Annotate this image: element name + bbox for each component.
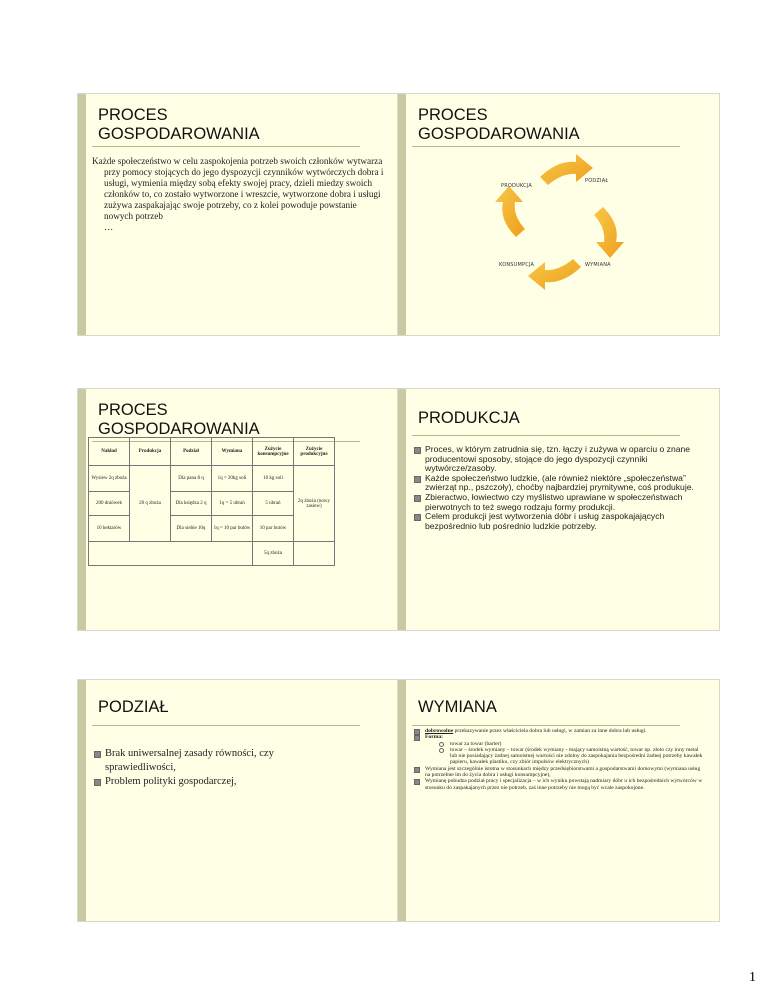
slide-title: PODZIAŁ	[98, 698, 169, 716]
slide-proces-gospodarowania-3	[77, 388, 400, 631]
table-cell: 5q zboża	[253, 542, 294, 566]
bullet-text: Brak uniwersalnej zasady równości, czy sprawiedliwości,	[105, 748, 274, 773]
bullet-square-icon	[414, 447, 421, 454]
table-header: Podział	[171, 438, 212, 466]
bullet-square-icon	[414, 735, 420, 741]
bullet-square-icon	[414, 476, 421, 483]
cycle-label-wymiana: WYMIANA	[585, 262, 611, 268]
slide-title: PRODUKCJA	[418, 409, 520, 427]
bullet-text: Wymiana jest szczególnie istotna w stosunkach między przedsiębiorstwami a gospodarstwami domowymi (wymiana usług na potrzebne im do życia dobra i usługi konsumpcyjne),	[425, 765, 701, 779]
cycle-diagram	[398, 94, 720, 336]
table-cell: 20 q zboża	[130, 466, 171, 542]
page-number: 1	[749, 970, 756, 985]
bullet-square-icon	[94, 751, 101, 758]
slide-podzial	[77, 679, 400, 922]
term-dobrowolne: dobrowolne	[425, 728, 454, 734]
bullet-text: przekazywanie przez właściciela dobra lub usługi, w zamian za inne dobra lub usługi.	[453, 728, 647, 734]
table-header: Zużycie konsumpcyjne	[253, 438, 294, 466]
table-header: Produkcja	[130, 438, 171, 466]
slide-side-bar	[398, 680, 406, 921]
bullet-text: Forma:	[425, 734, 444, 741]
economy-table	[88, 437, 335, 566]
paragraph: Każde społeczeństwo w celu zaspokojenia potrzeb swoich członków wytwarza przy pomocy stojących do jego dyspozycji czynników wytwórczych dobra i usługi, wymienia między sobą efekty swojej pracy, dzieli miedzy swoich członków to, co zostało wytworzone i wreszcie, wytworzone dobra i usługi zużywa zaspakajając swoje potrzeby, co z kolei powoduje powstanie nowych potrzeb	[92, 156, 384, 221]
arrow-wymiana-to-konsumpcja	[528, 259, 581, 290]
cycle-label-konsumpcja: KONSUMPCJA	[499, 262, 535, 268]
table-cell: 1q = 10 par butów	[212, 516, 253, 542]
paragraph-ellipsis: …	[104, 222, 114, 232]
table-cell: Wysiew 2q zboża	[89, 466, 130, 492]
slide-proces-gospodarowania-2	[397, 93, 720, 336]
slide-title: PROCES GOSPODAROWANIA	[98, 401, 260, 438]
bullet-text: Zbieractwo, łowiectwo czy myślistwo uprawiane w społeczeństwach pierwotnych to też swego rodzaju formy produkcji.	[425, 491, 683, 512]
bullet-square-icon	[94, 779, 101, 786]
slide-body-text	[92, 156, 384, 233]
title-underline	[92, 725, 360, 726]
sub-list-item	[439, 747, 706, 766]
table-cell-empty	[294, 542, 335, 566]
slide-wymiana	[397, 679, 720, 922]
list-item	[414, 778, 706, 791]
bullet-text: Problem polityki gospodarczej,	[105, 776, 237, 787]
slide-side-bar	[78, 94, 86, 335]
cycle-label-podzial: PODZIAŁ	[585, 178, 609, 184]
bullet-square-icon	[414, 514, 421, 521]
bullet-text: Proces, w którym zatrudnia się, tzn. łączy i zużywa w oparciu o znane producentowi sposoby, stojące do jego dyspozycji czynniki wytwórcze/zasoby.	[425, 444, 691, 474]
circle-bullet-icon	[439, 748, 444, 753]
bullet-list	[94, 747, 334, 789]
slide-side-bar	[398, 389, 406, 630]
bullet-square-icon	[414, 779, 420, 785]
slide-side-bar	[78, 680, 86, 921]
bullet-list	[414, 445, 708, 531]
bullet-list	[414, 728, 706, 791]
table-cell: Dla siebie 10q	[171, 516, 212, 542]
arrow-podzial-to-wymiana	[594, 207, 624, 258]
cycle-label-produkcja: PRODUKCJA	[501, 183, 533, 189]
slide-proces-gospodarowania-1	[77, 93, 400, 336]
list-item	[414, 445, 708, 474]
table-cell: 200 dniówek	[89, 492, 130, 516]
slide-side-bar	[78, 389, 86, 630]
list-item	[94, 775, 334, 789]
bullet-text: Celem produkcji jest wytworzenia dóbr i usług zaspokajających bezpośrednio lub pośrednio ludzkie potrzeby.	[425, 511, 665, 531]
table-cell: 1q = 5 ubrań	[212, 492, 253, 516]
table-cell: 1q = 20kg soli	[212, 466, 253, 492]
table-cell: 5 ubrań	[253, 492, 294, 516]
list-item	[414, 512, 708, 531]
slide-produkcja	[397, 388, 720, 631]
arrow-konsumpcja-to-produkcja	[495, 186, 525, 237]
table-cell-empty	[89, 542, 253, 566]
list-item	[414, 766, 706, 779]
title-underline	[92, 146, 360, 147]
table-cell: 10 hektarów	[89, 516, 130, 542]
title-underline	[412, 435, 680, 436]
table-header: Wymiana	[212, 438, 253, 466]
table-cell: Dla księdza 2 q	[171, 492, 212, 516]
bullet-square-icon	[414, 495, 421, 502]
sub-bullet-text: towar za towar (barter)	[450, 740, 502, 747]
table-header: Zużycie produkcyjne	[294, 438, 335, 466]
table-cell: 10 par butów	[253, 516, 294, 542]
bullet-text: Wymianę pobudza podział pracy i specjalizacja – w ich wyniku powstają nadmiary dóbr u ich bezpośrednich wytwórców w stosunku do zaspakajanych przez nie potrzeb, zaś inne potrzeby nie mogą być wcale zaspokojone.	[425, 778, 703, 791]
table-cell: 2q zboża (nowy zasiew)	[294, 466, 335, 542]
slide-title: WYMIANA	[418, 698, 497, 716]
circle-bullet-icon	[439, 742, 444, 747]
title-underline	[412, 725, 680, 726]
slide-title: PROCES GOSPODAROWANIA	[98, 106, 260, 143]
sub-list	[425, 741, 706, 766]
sub-bullet-text: towar – środek wymiany – towar (środek wymiany - mający samoistną wartość, towar np. złoto czy inny metal lub nie posiadający żadnej samoistnej wartości nie zdolny do zaspokajania bezpośredni żadnej potrzeby kawałek papieru, kawałek plastiku, czy zbiór impulsów elektrycznych)	[450, 746, 703, 766]
list-item	[414, 474, 708, 493]
slide-title: PROCES GOSPODAROWANIA	[418, 106, 580, 143]
table-cell: 10 kg soli	[253, 466, 294, 492]
bullet-square-icon	[414, 767, 420, 773]
bullet-text: Każde społeczeństwo ludzkie, (ale również niektóre „społeczeństwa” zwierząt np., pszczoły), choćby najbardziej prymitywne, coś produkuje.	[425, 472, 694, 493]
list-item	[414, 734, 706, 765]
list-item	[414, 493, 708, 512]
list-item	[94, 747, 334, 775]
table-header: Nakład	[89, 438, 130, 466]
table-cell: Dla pana 8 q	[171, 466, 212, 492]
